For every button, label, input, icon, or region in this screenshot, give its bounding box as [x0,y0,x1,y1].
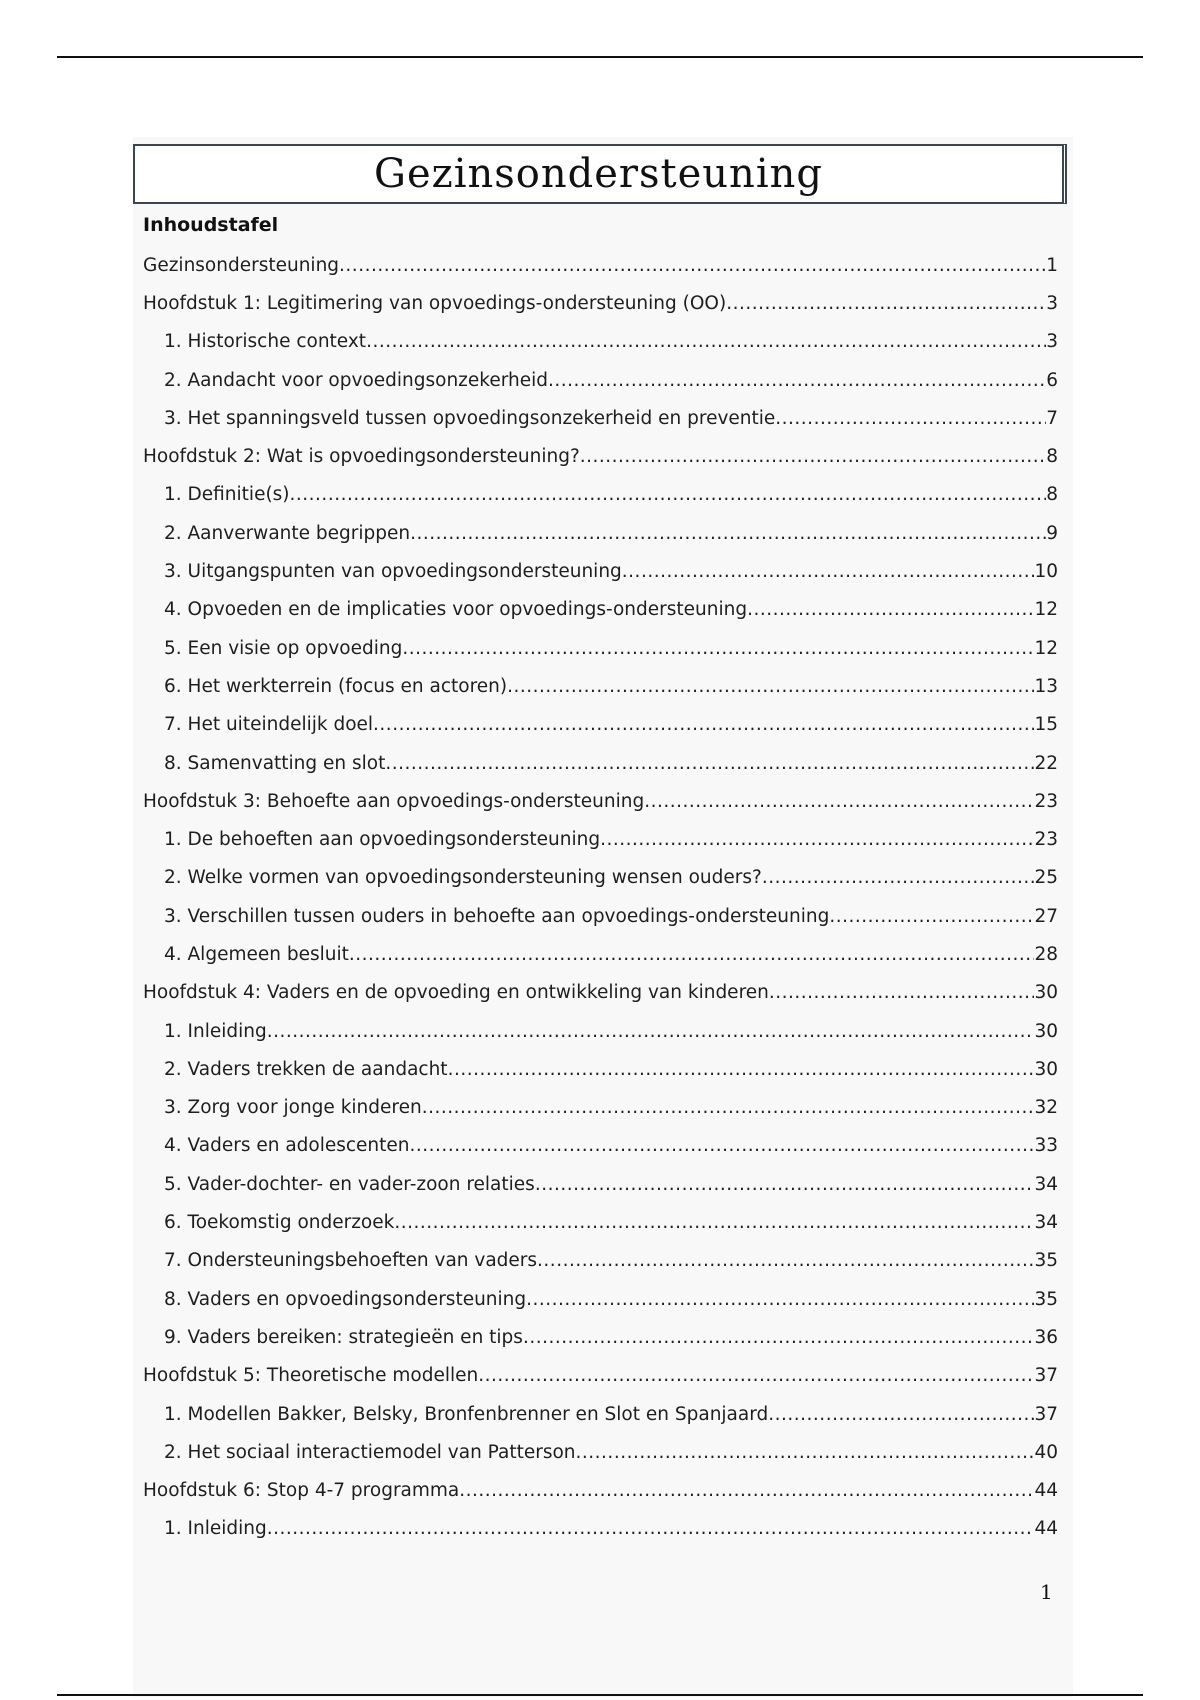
toc-page-number: 13 [1034,675,1058,697]
toc-entry-text: 1. Modellen Bakker, Belsky, Bronfenbrenner en Slot en Spanjaard [164,1403,769,1425]
toc-dot-leader [548,370,1046,391]
toc-dot-leader [373,714,1034,735]
toc-page-number: 40 [1034,1441,1058,1463]
toc-page-number: 44 [1034,1518,1058,1540]
toc-dot-leader [385,753,1034,774]
toc-section-link[interactable] [143,706,1058,744]
toc-page-number: 9 [1046,522,1058,544]
toc-page-number: 12 [1034,637,1058,659]
toc-section-link[interactable] [143,629,1058,667]
toc-page-number: 3 [1046,292,1058,314]
footer-rule [57,1694,1143,1696]
toc-section-link[interactable] [143,399,1058,437]
toc-chapter-link[interactable] [143,1472,1058,1510]
toc-dot-leader [402,638,1034,659]
toc-entry-text: 1. Inleiding [164,1518,267,1540]
toc-dot-leader [339,255,1046,276]
toc-page-number: 32 [1034,1097,1058,1119]
toc-dot-leader [576,1442,1035,1463]
toc-dot-leader [747,599,1034,620]
toc-dot-leader [600,829,1034,850]
toc-dot-leader [644,791,1034,812]
toc-section-link[interactable] [143,1433,1058,1471]
toc-section-link[interactable] [143,1127,1058,1165]
toc-entry-text: 5. Een visie op opvoeding [164,637,403,659]
toc-chapter-link[interactable] [143,1357,1058,1395]
toc-chapter-link[interactable] [143,782,1058,820]
toc-section-link[interactable] [143,361,1058,399]
page-number: 1 [1040,1580,1053,1604]
toc-page-number: 33 [1034,1135,1058,1157]
toc-entry-text: 4. Algemeen besluit [164,943,349,965]
toc-dot-leader [535,1174,1035,1195]
toc-dot-leader [526,1289,1034,1310]
header-rule [57,56,1143,58]
toc-section-link[interactable] [143,1089,1058,1127]
toc-page-number: 15 [1034,714,1058,736]
toc-page-number: 30 [1034,982,1058,1004]
toc-page-number: 37 [1034,1365,1058,1387]
toc-dot-leader [290,484,1047,505]
toc-entry-text: Hoofdstuk 2: Wat is opvoedingsondersteuning? [143,446,580,468]
toc-page-number: 37 [1034,1403,1058,1425]
toc-page-number: 8 [1046,484,1058,506]
toc-entry-text: 6. Het werkterrein (focus en actoren) [164,675,508,697]
toc-entry-text: Hoofdstuk 3: Behoefte aan opvoedings-ondersteuning [143,790,645,812]
toc-dot-leader [410,1135,1035,1156]
toc-dot-leader [422,1097,1035,1118]
toc-section-link[interactable] [143,1050,1058,1088]
toc-page-number: 28 [1034,943,1058,965]
toc-entry-text: 1. Inleiding [164,1020,267,1042]
toc-entry-text: 3. Uitgangspunten van opvoedingsondersteuning [164,561,622,583]
document-title: Gezinsondersteuning [374,151,823,197]
toc-page-number: 10 [1034,561,1058,583]
toc-entry-text: Hoofdstuk 4: Vaders en de opvoeding en ontwikkeling van kinderen [143,982,769,1004]
toc-entry-text: 4. Vaders en adolescenten [164,1135,410,1157]
toc-dot-leader [507,676,1034,697]
toc-page-number: 25 [1034,867,1058,889]
toc-dot-leader [769,982,1035,1003]
toc-page-number: 12 [1034,599,1058,621]
toc-dot-leader [459,1480,1034,1501]
toc-page-number: 23 [1034,790,1058,812]
toc-section-link[interactable] [143,1242,1058,1280]
toc-entry-text: 1. Definitie(s) [164,484,290,506]
toc-entry-text: 1. Historische context [164,331,367,353]
toc-entry-text: 3. Zorg voor jonge kinderen [164,1097,422,1119]
toc-entry-text: 3. Het spanningsveld tussen opvoedingsonzekerheid en preventie [164,407,776,429]
toc-entry-text: 8. Samenvatting en slot [164,752,386,774]
toc-chapter-link[interactable] [143,974,1058,1012]
toc-page-number: 7 [1046,407,1058,429]
toc-dot-leader [537,1250,1034,1271]
toc-section-link[interactable] [143,591,1058,629]
toc-section-link[interactable] [143,1510,1058,1548]
toc-chapter-link[interactable] [143,246,1058,284]
toc-page-number: 36 [1034,1326,1058,1348]
toc-section-link[interactable] [143,667,1058,705]
toc-page-number: 30 [1034,1020,1058,1042]
toc-entry-text: 2. Aanverwante begrippen [164,522,411,544]
toc-page-number: 3 [1046,331,1058,353]
toc-page-number: 22 [1034,752,1058,774]
toc-entry-text: 3. Verschillen tussen ouders in behoefte aan opvoedings-ondersteuning [164,905,830,927]
toc-page-number: 6 [1046,369,1058,391]
toc-page-number: 8 [1046,446,1058,468]
toc-dot-leader [267,1021,1035,1042]
toc-entry-text: Hoofdstuk 1: Legitimering van opvoedings-ondersteuning (OO) [143,292,727,314]
toc-chapter-link[interactable] [143,437,1058,475]
toc-entry-text: Gezinsondersteuning [143,254,340,276]
toc-dot-leader [394,1212,1034,1233]
toc-page-number: 1 [1046,254,1058,276]
toc-section-link[interactable] [143,552,1058,590]
toc-entry-text: Hoofdstuk 5: Theoretische modellen [143,1365,479,1387]
toc-chapter-link[interactable] [143,284,1058,322]
toc-section-link[interactable] [143,476,1058,514]
toc-dot-leader [829,906,1034,927]
toc-dot-leader [448,1059,1035,1080]
title-box [133,144,1067,204]
toc-entry-text: 2. Aandacht voor opvoedingsonzekerheid [164,369,548,391]
toc-dot-leader [267,1518,1035,1539]
toc-section-link[interactable] [143,897,1058,935]
toc-page-number: 35 [1034,1288,1058,1310]
toc-page-number: 35 [1034,1250,1058,1272]
toc-entry-text: 2. Welke vormen van opvoedingsondersteuning wensen ouders? [164,867,762,889]
toc-dot-leader [726,293,1046,314]
toc-dot-leader [775,408,1046,429]
toc-section-link[interactable] [143,820,1058,858]
toc-section-link[interactable] [143,859,1058,897]
toc-entry-text: 9. Vaders bereiken: strategieën en tips [164,1326,523,1348]
toc-dot-leader [410,523,1046,544]
toc-page-number: 44 [1034,1480,1058,1502]
toc-section-link[interactable] [143,1395,1058,1433]
toc-entry-text: 2. Vaders trekken de aandacht [164,1058,448,1080]
toc-dot-leader [366,331,1046,352]
toc-section-link[interactable] [143,1012,1058,1050]
toc-page-number: 23 [1034,829,1058,851]
toc-section-link[interactable] [143,323,1058,361]
toc-dot-leader [622,561,1035,582]
toc-entry-text: 1. De behoeften aan opvoedingsondersteuning [164,829,601,851]
toc-entry-text: 8. Vaders en opvoedingsondersteuning [164,1288,527,1310]
toc-dot-leader [768,1404,1034,1425]
toc-entry-text: 6. Toekomstig onderzoek [164,1212,395,1234]
toc-page-number: 30 [1034,1058,1058,1080]
toc-dot-leader [762,867,1035,888]
toc-section-link[interactable] [143,935,1058,973]
toc-section-link[interactable] [143,1280,1058,1318]
toc-entry-text: 7. Ondersteuningsbehoeften van vaders [164,1250,538,1272]
toc-section-link[interactable] [143,1318,1058,1356]
toc-entry-text: 2. Het sociaal interactiemodel van Patterson [164,1441,576,1463]
toc-entry-text: 5. Vader-dochter- en vader-zoon relaties [164,1173,535,1195]
toc-page-number: 34 [1034,1212,1058,1234]
toc-entry-text: 7. Het uiteindelijk doel [164,714,374,736]
table-of-contents [143,246,1058,1548]
toc-entry-text: Hoofdstuk 6: Stop 4-7 programma [143,1480,460,1502]
toc-dot-leader [478,1365,1034,1386]
toc-dot-leader [580,446,1046,467]
toc-heading: Inhoudstafel [143,214,279,236]
toc-dot-leader [523,1327,1035,1348]
toc-section-link[interactable] [143,1203,1058,1241]
toc-dot-leader [349,944,1035,965]
toc-section-link[interactable] [143,744,1058,782]
toc-entry-text: 4. Opvoeden en de implicaties voor opvoedings-ondersteuning [164,599,748,621]
toc-page-number: 27 [1034,905,1058,927]
toc-page-number: 34 [1034,1173,1058,1195]
toc-section-link[interactable] [143,1165,1058,1203]
toc-section-link[interactable] [143,514,1058,552]
